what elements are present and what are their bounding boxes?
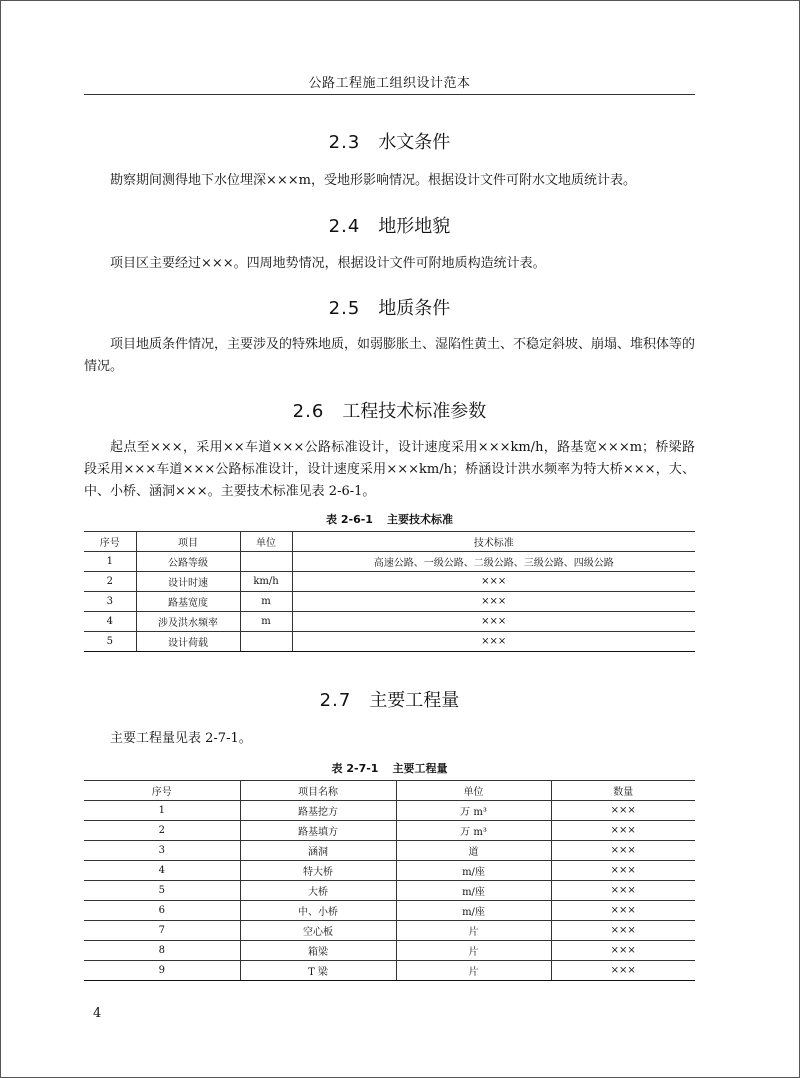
table-header-row [84,532,695,552]
table-cell: 路基挖方 [240,801,396,821]
table-cell: 5 [84,881,240,901]
table-cell: 7 [84,921,240,941]
table-cell: ××× [551,881,695,901]
section-heading-2-5 [84,294,695,320]
table-cell: ××× [292,632,695,652]
table-cell: m/座 [396,901,551,921]
table-cell: 万 m³ [396,801,551,821]
table-cell: ××× [551,961,695,981]
table-cell: 2 [84,821,240,841]
table-cell: 公路等级 [136,552,240,572]
table-row [84,921,695,941]
table-cell: m/座 [396,881,551,901]
section-heading-2-7 [84,686,695,712]
section-number: 2.3 [328,132,361,153]
table-cell: ××× [551,801,695,821]
section-paragraph-2-5: 项目地质条件情况，主要涉及的特殊地质，如弱膨胀土、湿陷性黄土、不稳定斜坡、崩塌、堆积体等的情况。 [84,337,696,374]
section-heading-2-6 [84,397,695,423]
table-cell: ××× [292,612,695,632]
section-paragraph-2-3: 勘察期间测得地下水位埋深×××m，受地形影响情况。根据设计文件可附水文地质统计表。 [110,173,637,188]
table-cell: m/座 [396,861,551,881]
table-cell: ××× [551,841,695,861]
section-title: 地质条件 [378,298,451,319]
table-cell: 9 [84,961,240,981]
section-title: 工程技术标准参数 [342,401,487,422]
table-cell: 特大桥 [240,861,396,881]
column-header: 序号 [84,781,240,801]
table-row [84,961,695,981]
table-cell: m [240,612,292,632]
table-row [84,572,695,592]
table-header-row [84,781,695,801]
table-cell: 片 [396,961,551,981]
table-row [84,592,695,612]
caption-number: 表 2-7-1 [331,762,379,775]
table-row [84,821,695,841]
table-caption-2-7-1 [84,760,695,776]
section-number: 2.4 [328,216,361,237]
table-cell: 大桥 [240,881,396,901]
section-heading-2-4 [84,212,695,238]
table-cell: 设计荷载 [136,632,240,652]
table-cell: m [240,592,292,612]
table-cell: 路基宽度 [136,592,240,612]
table-cell: 1 [84,552,136,572]
column-header: 单位 [396,781,551,801]
caption-title: 主要工程量 [392,762,448,775]
section-number: 2.5 [328,298,361,319]
table-cell: 4 [84,612,136,632]
table-cell: ××× [551,861,695,881]
table-row [84,881,695,901]
table-cell: 箱梁 [240,941,396,961]
table-cell: 中、小桥 [240,901,396,921]
running-header-title: 公路工程施工组织设计范本 [308,76,471,91]
table-cell: T 梁 [240,961,396,981]
table-cell: 高速公路、一级公路、二级公路、三级公路、四级公路 [292,552,695,572]
table-row [84,901,695,921]
table-cell: 4 [84,861,240,881]
technical-standards-table [84,531,695,652]
table-cell: 涉及洪水频率 [136,612,240,632]
column-header: 数量 [551,781,695,801]
caption-number: 表 2-6-1 [326,513,373,526]
table-cell [240,552,292,572]
section-heading-2-3 [84,128,695,154]
page-number: 4 [93,1006,102,1021]
table-cell: 片 [396,921,551,941]
table-cell: 8 [84,941,240,961]
column-header: 项目名称 [240,781,396,801]
table-cell: 设计时速 [136,572,240,592]
table-cell: 5 [84,632,136,652]
table-cell: 空心板 [240,921,396,941]
table-cell: 2 [84,572,136,592]
table-caption-2-6-1 [84,511,695,527]
table-cell: 道 [396,841,551,861]
table-cell: 1 [84,801,240,821]
table-cell: 万 m³ [396,821,551,841]
section-paragraph-2-4: 项目区主要经过×××。四周地势情况，根据设计文件可附地质构造统计表。 [110,256,546,271]
section-title: 水文条件 [378,132,451,153]
table-row [84,841,695,861]
section-paragraph-2-6: 起点至×××，采用××车道×××公路标准设计，设计速度采用×××km/h，路基宽×××m；桥梁路段采用×××车道×××公路标准设计，设计速度采用×××km/h；桥涵设计洪水频率为特大桥×××，大、中、小桥、涵洞×××。主要技术标准见表 2-6-1。 [84,440,695,499]
table-row [84,941,695,961]
section-paragraph-2-7: 主要工程量见表 2-7-1。 [110,731,252,746]
column-header: 项目 [136,532,240,552]
table-cell: km/h [240,572,292,592]
table-cell [240,632,292,652]
table-row [84,801,695,821]
column-header: 序号 [84,532,136,552]
section-title: 地形地貌 [378,216,451,237]
section-number: 2.6 [292,401,325,422]
main-quantities-table [84,780,695,981]
table-cell: 3 [84,592,136,612]
table-cell: 涵洞 [240,841,396,861]
section-number: 2.7 [319,690,352,711]
column-header: 技术标准 [292,532,695,552]
header-rule [84,94,695,95]
table-cell: 3 [84,841,240,861]
table-cell: 路基填方 [240,821,396,841]
table-cell: ××× [292,572,695,592]
table-cell: 片 [396,941,551,961]
table-cell: ××× [292,592,695,612]
table-cell: ××× [551,901,695,921]
table-cell: 6 [84,901,240,921]
table-row [84,632,695,652]
table-row [84,861,695,881]
column-header: 单位 [240,532,292,552]
table-cell: ××× [551,941,695,961]
caption-title: 主要技术标准 [386,513,453,526]
table-row [84,552,695,572]
table-cell: ××× [551,921,695,941]
table-cell: ××× [551,821,695,841]
section-title: 主要工程量 [369,690,460,711]
table-row [84,612,695,632]
